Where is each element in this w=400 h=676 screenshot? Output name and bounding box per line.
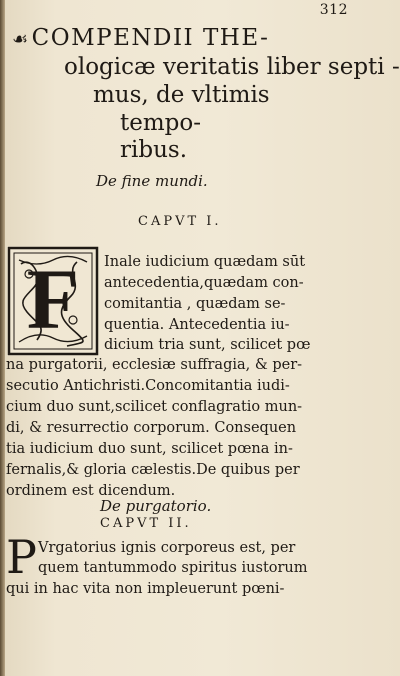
text-line: secutio Antichristi.Concomitantia iudi- [6,378,290,394]
title-line-5: ribus. [120,137,188,163]
text-line: quem tantummodo spiritus iustorum [38,560,308,576]
text-line: qui in hac vita non impleuerunt pœni- [6,581,285,597]
title-line-1-text: COMPENDII THE- [31,25,270,51]
caput-2-heading: CAPVT II. [100,516,192,531]
text-line: fernalis,& gloria cælestis.De quibus per [6,462,300,478]
text-line: ordinem est dicendum. [6,483,176,499]
text-line: quentia. Antecedentia iu- [104,317,290,333]
fleuron-icon: ☙ [12,29,30,50]
drop-cap-letter: F [26,251,80,347]
title-line-1 [12,24,269,54]
caput-1-heading: CAPVT I. [138,214,222,229]
title-line-2: ologicæ veritatis liber septi - [64,54,400,80]
text-line: comitantia , quædam se- [104,296,286,312]
section-heading-de-fine-mundi: De fine mundi. [96,172,208,190]
text-line: tia iudicium duo sunt, scilicet pœna in- [6,441,293,457]
ornamental-initial-f-icon [7,246,99,356]
page-number: 312 [319,2,348,18]
text-line: cium duo sunt,scilicet conflagratio mun- [6,399,303,415]
text-line: di, & resurrectio corporum. Consequen [6,420,297,436]
text-line: dicium tria sunt, scilicet pœ [104,337,311,353]
text-line: Vrgatorius ignis corporeus est, per [38,540,296,556]
text-line: na purgatorii, ecclesiæ suffragia, & per- [6,357,303,373]
text-line: antecedentia,quædam con- [104,275,304,291]
text-line: Inale iudicium quædam sūt [104,254,306,270]
book-spine-shadow [0,0,5,676]
title-line-4: tempo- [120,110,202,136]
section-heading-de-purgatorio: De purgatorio. [100,497,212,515]
ornamental-drop-cap [7,246,99,356]
title-line-3: mus, de vltimis [93,82,270,108]
initial-letter-p: P [6,530,37,584]
